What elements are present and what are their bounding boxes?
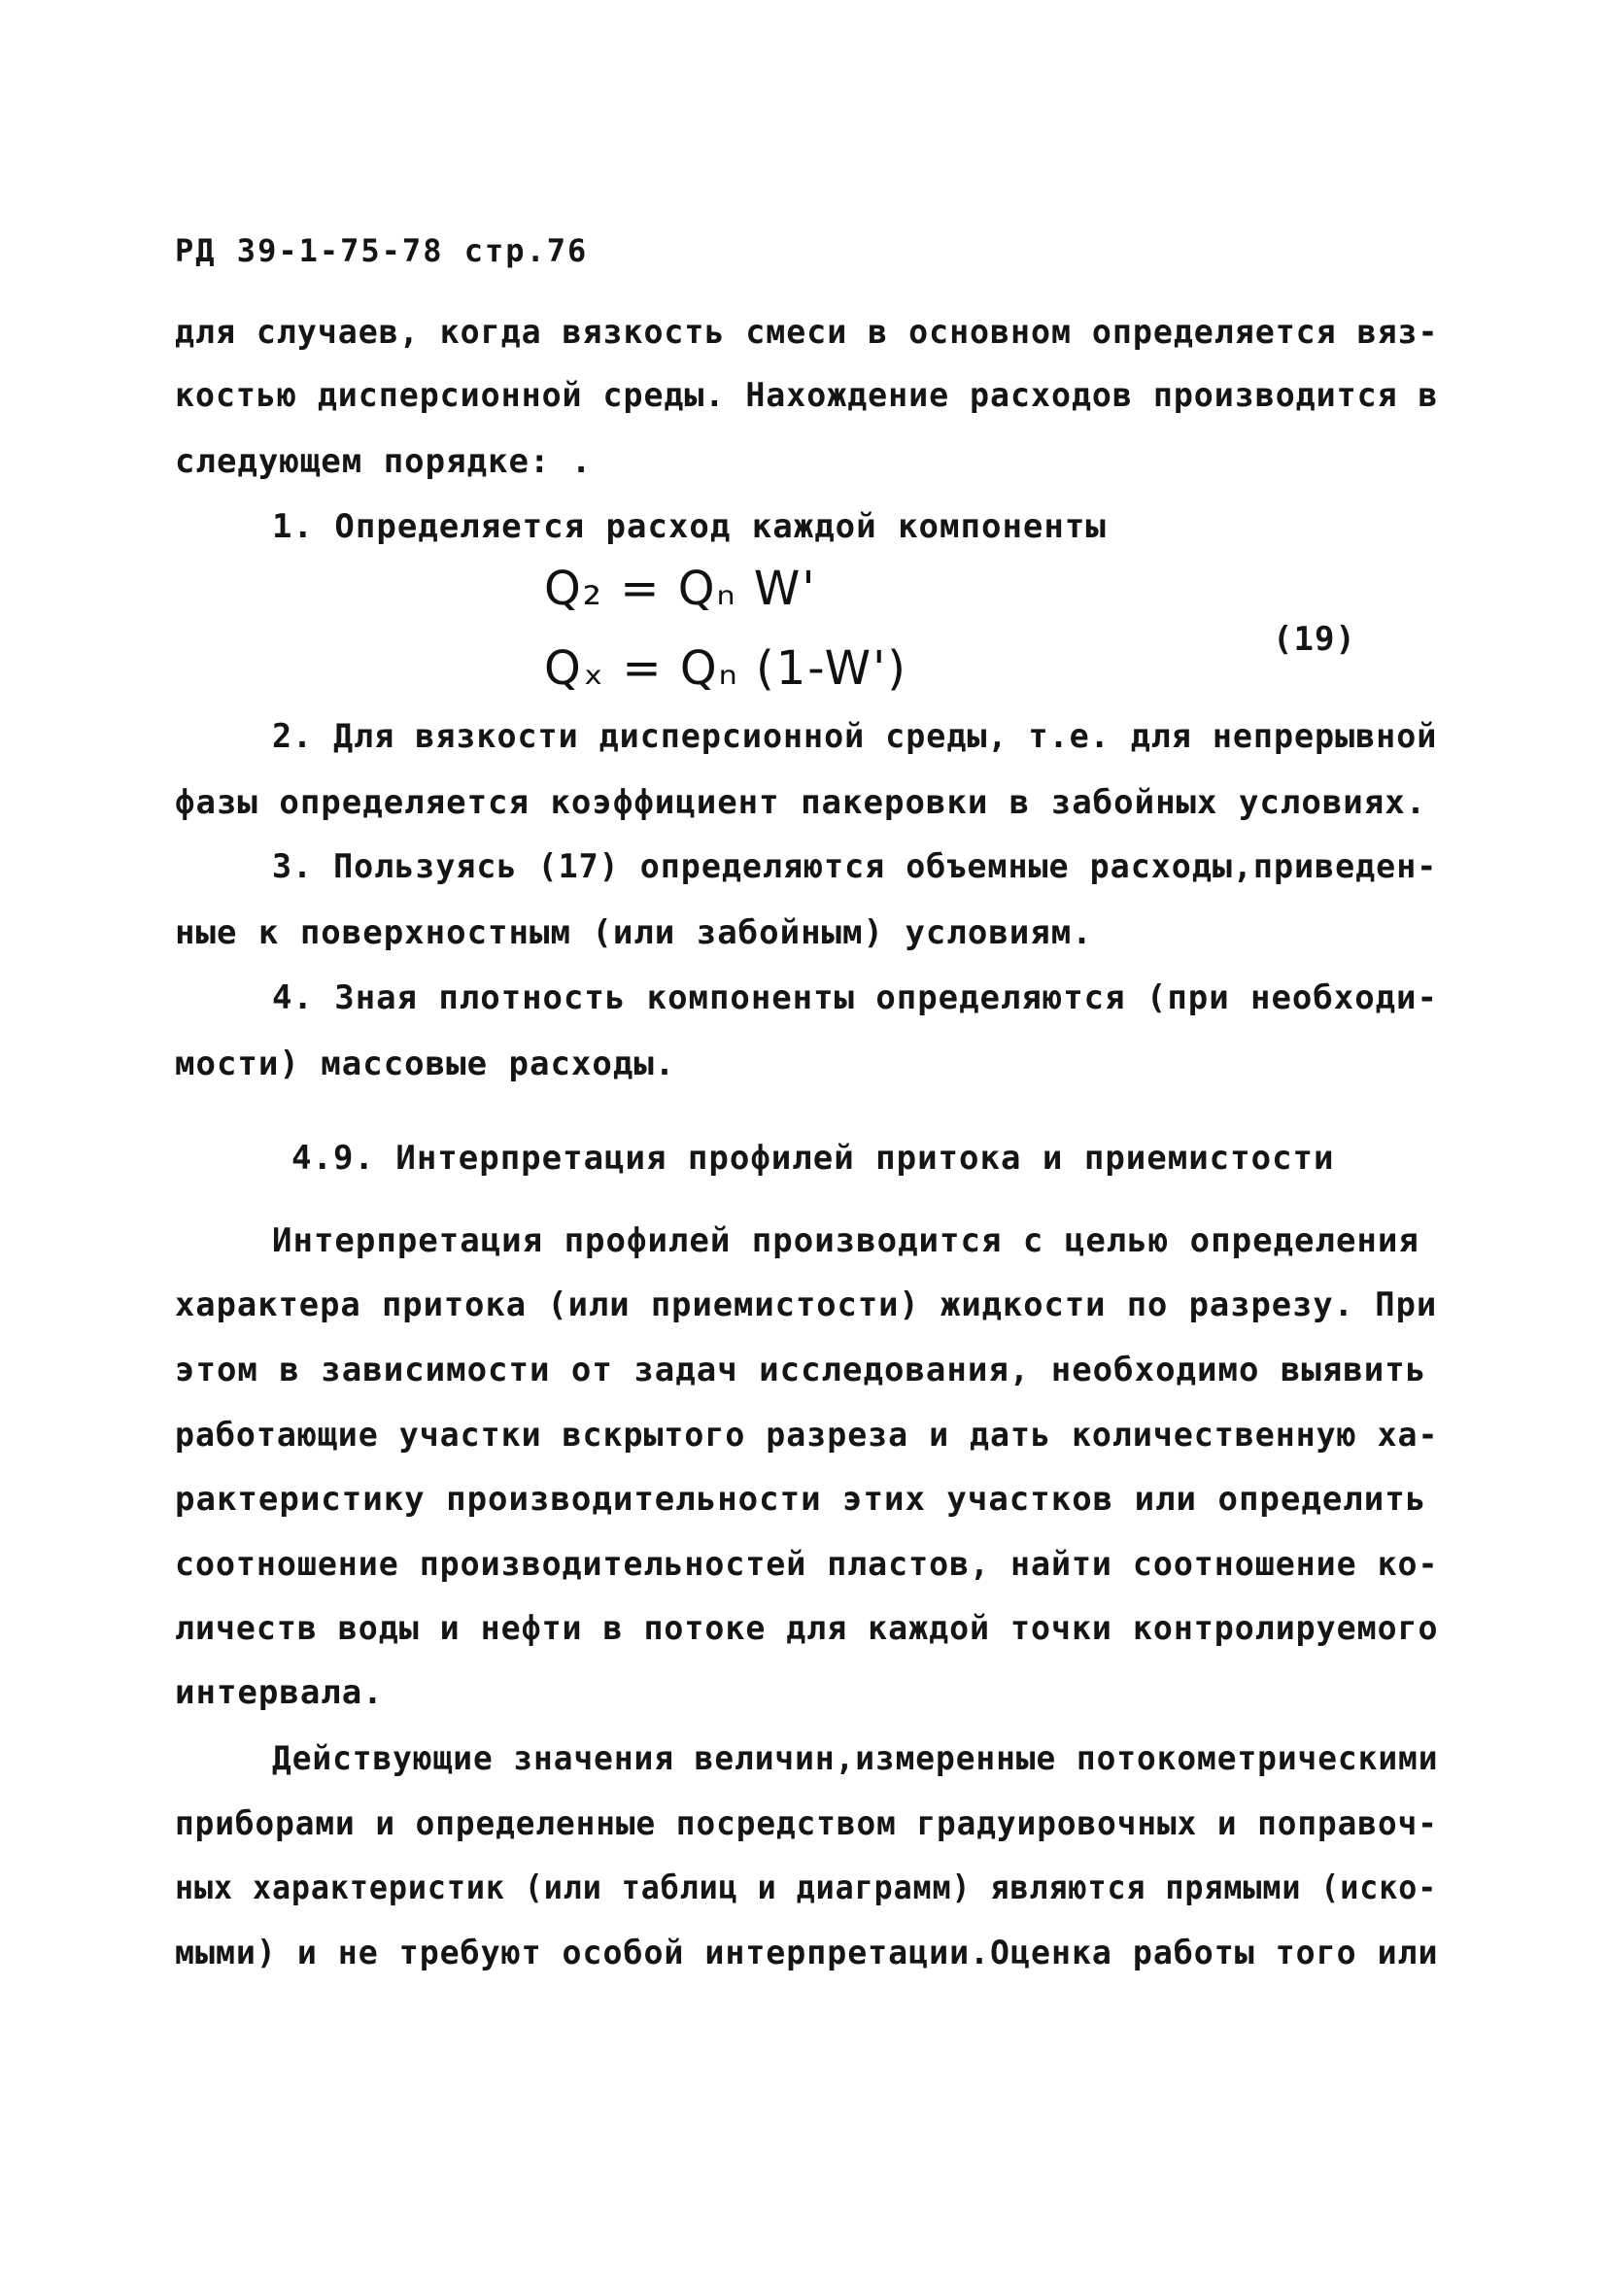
para2-line-3: ных характеристик (или таблиц и диаграмм) являются прямыми (иско-	[175, 1868, 1438, 1907]
list-item-3-line-1: 3. Пользуясь (17) определяются объемные расходы,приведен-	[272, 847, 1438, 886]
para2-line-4: мыми) и не требуют особой интерпретации.Оценка работы того или	[175, 1934, 1439, 1972]
para1-line-2: характера притока (или приемистости) жидкости по разрезу. При	[175, 1285, 1438, 1324]
para1-line-3: этом в зависимости от задач исследования, необходимо выявить	[175, 1351, 1427, 1389]
para1-line-6: соотношение производительностей пластов, найти соотношение ко-	[175, 1545, 1439, 1584]
para1-line-8: интервала.	[175, 1673, 384, 1712]
list-item-3-line-2: ные к поверхностным (или забойным) условиям.	[175, 913, 1093, 952]
para1-line-5: рактеристику производительности этих участков или определить	[175, 1480, 1427, 1519]
list-item-1: 1. Определяется расход каждой компоненты	[272, 507, 1107, 546]
para1-line-1: Интерпретация профилей производится с целью определения	[272, 1221, 1419, 1260]
para2-line-1: Действующие значения величин,измеренные потокометрическими	[272, 1739, 1439, 1778]
para1-line-4: работающие участки вскрытого разреза и дать количественную ха-	[175, 1416, 1439, 1455]
section-title: 4.9. Интерпретация профилей притока и приемистости	[291, 1139, 1335, 1178]
list-item-2-line-2: фазы определяется коэффициент пакеровки в забойных условиях.	[175, 783, 1427, 822]
intro-line-3: следующем порядке: .	[175, 442, 593, 481]
para1-line-7: личеств воды и нефти в потоке для каждой точки контролируемого	[175, 1609, 1439, 1648]
intro-line-2: костью дисперсионной среды. Нахождение расходов производится в	[175, 376, 1439, 415]
list-item-2-line-1: 2. Для вязкости дисперсионной среды, т.е. для непрерывной	[272, 717, 1438, 756]
page-header: РД 39-1-75-78 стр.76	[175, 232, 589, 269]
formula-line-1: Q₂ = Qₙ W'	[544, 562, 817, 616]
equation-number: (19)	[1273, 620, 1356, 659]
list-item-4-line-1: 4. Зная плотность компоненты определяются (при необходи-	[272, 978, 1438, 1017]
intro-line-1: для случаев, когда вязкость смеси в основном определяется вяз-	[175, 313, 1439, 352]
list-item-4-line-2: мости) массовые расходы.	[175, 1045, 676, 1083]
para2-line-2: приборами и определенные посредством градуировочных и поправоч-	[175, 1804, 1438, 1843]
formula-line-2: Qₓ = Qₙ (1-W')	[544, 641, 908, 696]
